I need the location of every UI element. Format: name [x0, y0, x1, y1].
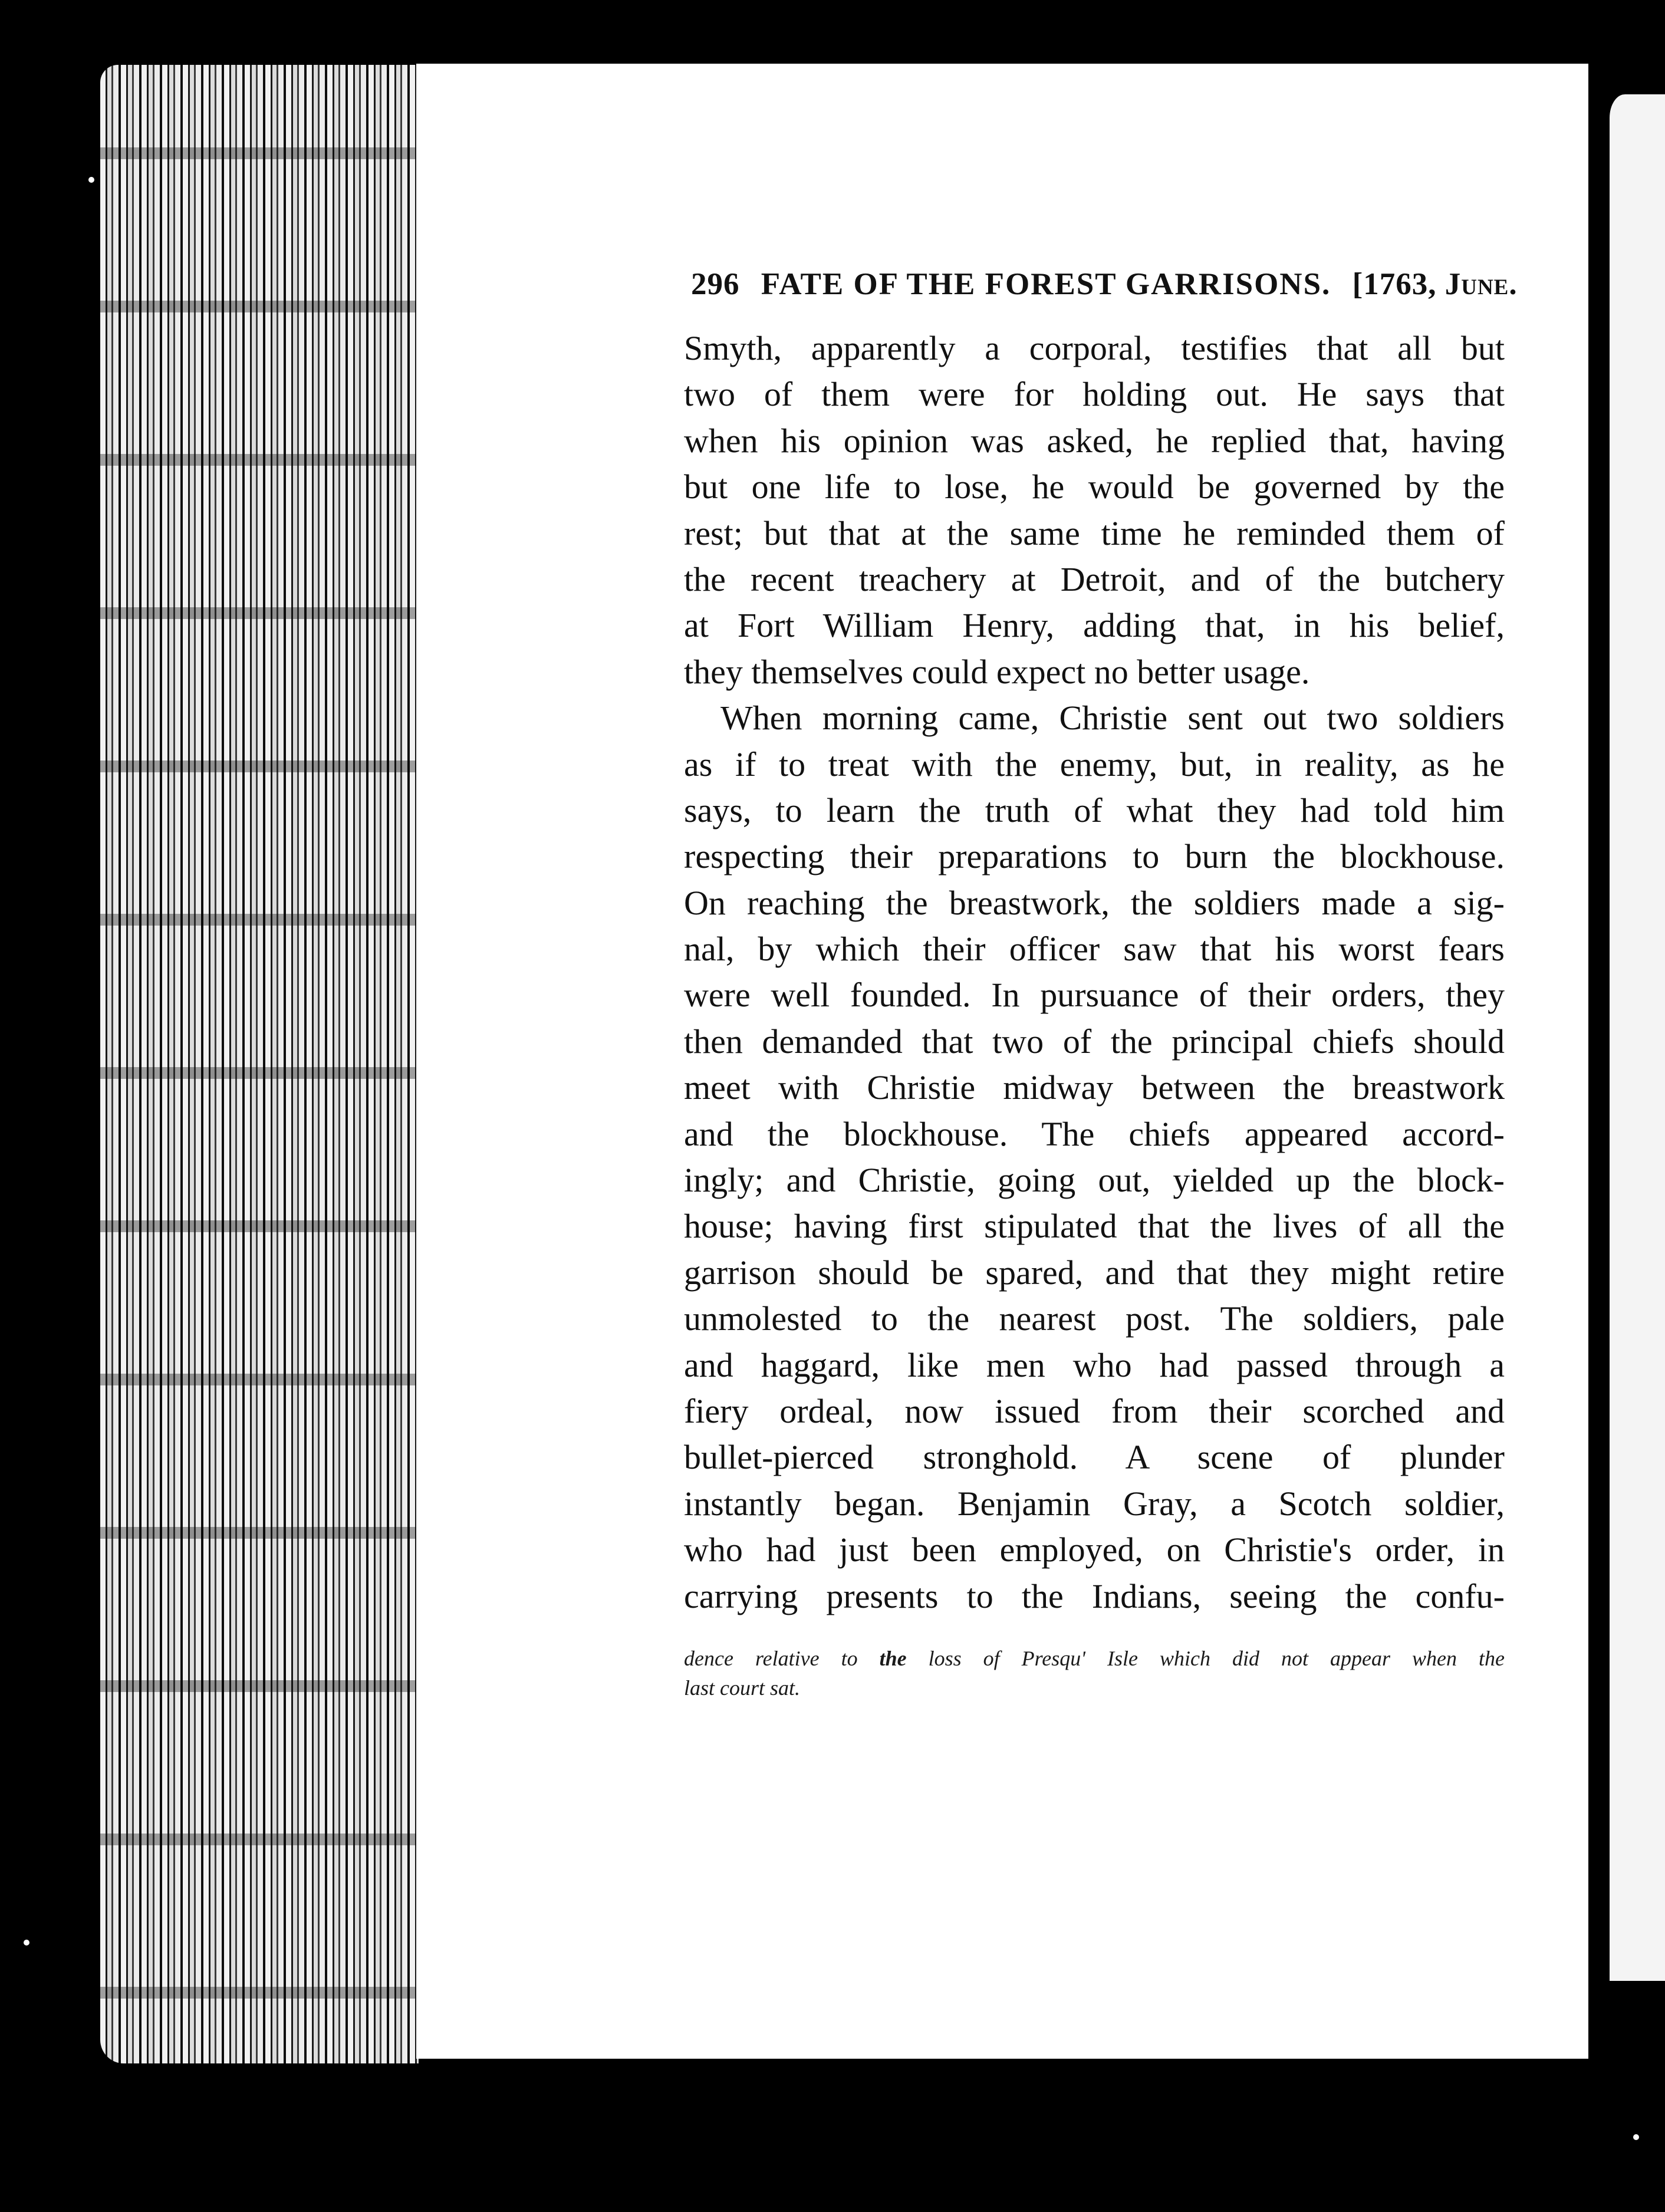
text-line: meet with Christie midway between the breastwork — [684, 1068, 1505, 1107]
text-line: and the blockhouse. The chiefs appeared accord- — [684, 1114, 1505, 1153]
text-line: two of them were for holding out. He says that — [684, 375, 1505, 414]
footnote-text: the — [879, 1647, 907, 1670]
text-line: instantly began. Benjamin Gray, a Scotch soldier, — [684, 1484, 1505, 1523]
text-line: respecting their preparations to burn the blockhouse. — [684, 837, 1505, 876]
text-line: carrying presents to the Indians, seeing the confu- — [684, 1576, 1505, 1615]
text-line: when his opinion was asked, he replied that, having — [684, 421, 1505, 460]
footnote-line: last court sat. — [684, 1676, 801, 1700]
date-note — [1353, 267, 1518, 301]
text-line: On reaching the breastwork, the soldiers made a sig- — [684, 883, 1505, 922]
dust-speck — [24, 1940, 29, 1946]
dust-speck — [88, 177, 94, 183]
text-line: then demanded that two of the principal chiefs should — [684, 1022, 1505, 1061]
book-page-edges — [100, 65, 419, 2063]
facing-page-edge — [1601, 94, 1665, 1981]
running-title: FATE OF THE FOREST GARRISONS. — [761, 267, 1331, 301]
text-line: fiery ordeal, now issued from their scorched and — [684, 1391, 1505, 1430]
date-note-year: [1763, — [1352, 267, 1437, 301]
text-line: and haggard, like men who had passed through a — [684, 1345, 1505, 1384]
paragraph-end-line: they themselves could expect no better usage. — [684, 652, 1310, 691]
text-line: as if to treat with the enemy, but, in reality, as he — [684, 745, 1505, 784]
footnote — [684, 1644, 1505, 1703]
text-line: the recent treachery at Detroit, and of the butchery — [684, 559, 1505, 598]
text-line: garrison should be spared, and that they might retire — [684, 1253, 1505, 1292]
text-line: were well founded. In pursuance of their orders, they — [684, 976, 1505, 1015]
date-note-month: June. — [1444, 267, 1518, 301]
text-line: nal, by which their officer saw that his worst fears — [684, 930, 1505, 969]
text-line: rest; but that at the same time he reminded them of — [684, 514, 1505, 552]
text-line: ingly; and Christie, going out, yielded up the block- — [684, 1161, 1505, 1200]
page-number: 296 — [691, 267, 740, 301]
footnote-text: loss of Presqu' Isle which did not appear when the — [906, 1647, 1505, 1670]
text-line: house; having first stipulated that the lives of all the — [684, 1207, 1505, 1246]
paragraph-start-line: When morning came, Christie sent out two soldiers — [720, 699, 1505, 738]
text-line: at Fort William Henry, adding that, in his belief, — [684, 606, 1505, 645]
running-header — [691, 266, 1540, 302]
text-line: Smyth, apparently a corporal, testifies that all but — [684, 329, 1505, 367]
footnote-line — [684, 1644, 1505, 1673]
text-line: but one life to lose, he would be governed by the — [684, 468, 1505, 506]
text-line: says, to learn the truth of what they had told him — [684, 791, 1505, 830]
text-line: who had just been employed, on Christie's order, in — [684, 1530, 1505, 1569]
dust-speck — [1633, 2134, 1639, 2140]
text-line: unmolested to the nearest post. The soldiers, pale — [684, 1299, 1505, 1338]
footnote-text: dence relative to — [684, 1647, 880, 1670]
text-line: bullet-pierced stronghold. A scene of plunder — [684, 1438, 1505, 1477]
body-text — [684, 325, 1505, 1620]
